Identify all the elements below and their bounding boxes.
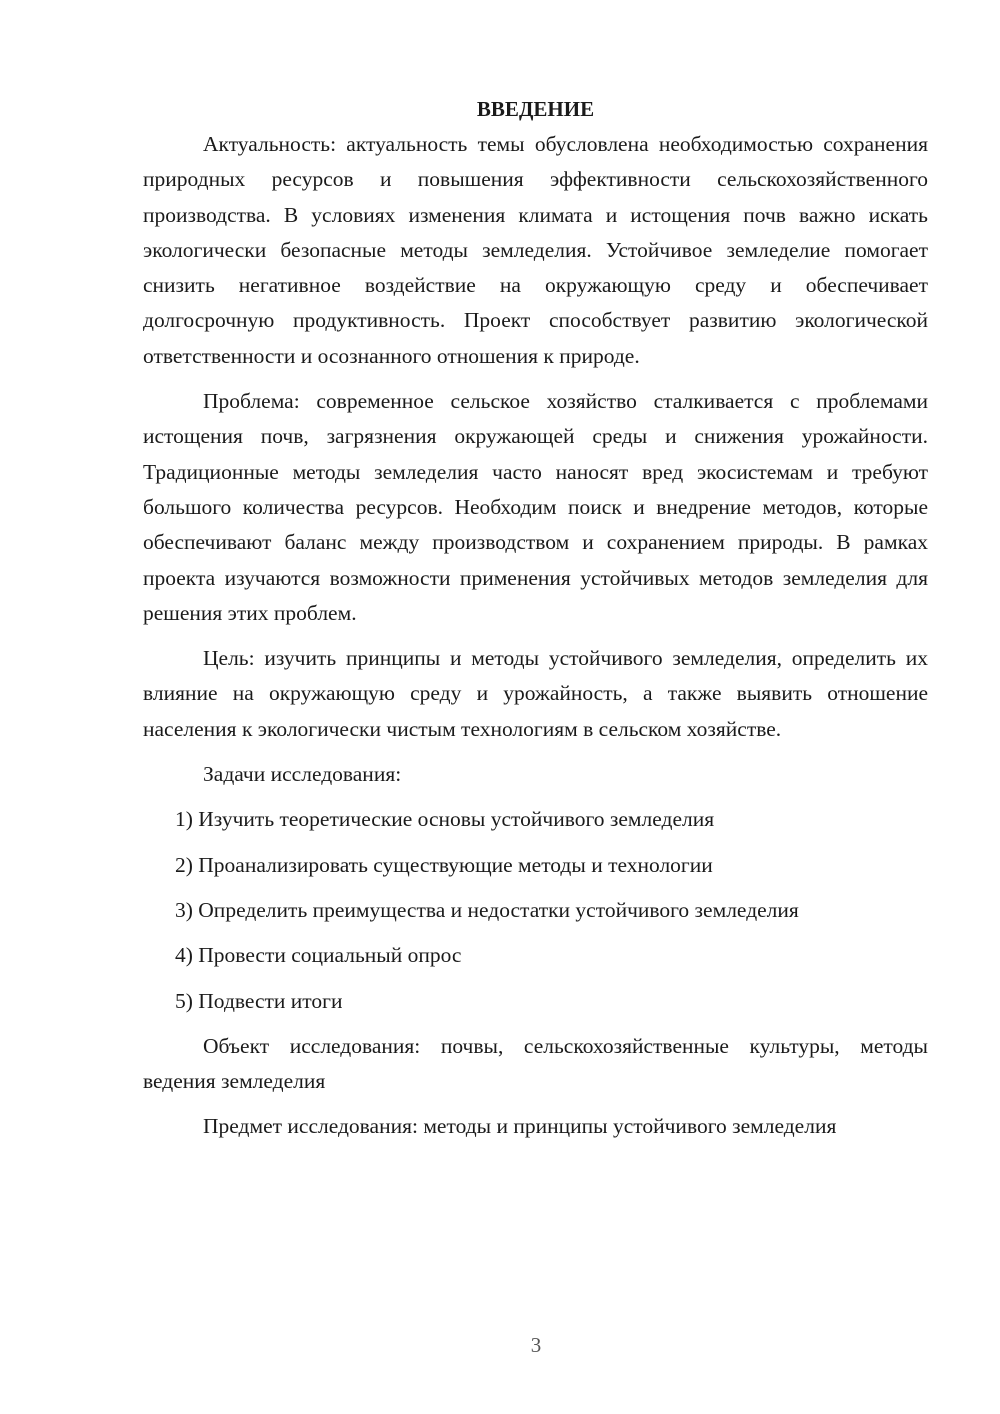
list-item: 3) Определить преимущества и недостатки устойчивого земледелия xyxy=(175,897,799,922)
list-item: 5) Подвести итоги xyxy=(175,988,343,1013)
document-page xyxy=(143,92,928,1145)
page-title: ВВЕДЕНИЕ xyxy=(476,97,595,121)
list-item: 2) Проанализировать существующие методы и технологии xyxy=(175,852,713,877)
tasks-heading: Задачи исследования: xyxy=(203,762,402,787)
list-item: 4) Провести социальный опрос xyxy=(175,943,462,968)
relevance-paragraph: Актуальность: актуальность темы обусловлена необходимостью сохранения природных ресурсов и повышения эффективности сельскохозяйственного производства. В условиях изменения климата и истощения почв важно искать экологически безопасные методы земледелия. Устойчивое земледелие помогает снизить негативное воздействие на окружающую среду и обеспечивает долгосрочную продуктивность. Проект способствует развитию экологической ответственности и осознанного отношения к природе. xyxy=(143,132,928,368)
list-item: 1) Изучить теоретические основы устойчивого земледелия xyxy=(175,807,715,832)
object-paragraph: Объект исследования: почвы, сельскохозяйственные культуры, методы ведения земледелия xyxy=(143,1033,928,1094)
subject-paragraph: Предмет исследования: методы и принципы устойчивого земледелия xyxy=(203,1114,837,1139)
problem-paragraph: Проблема: современное сельское хозяйство сталкивается с проблемами истощения почв, загрязнения окружающей среды и снижения урожайности. Традиционные методы земледелия часто наносят вред экосистемам и требуют большого количества ресурсов. Необходим поиск и внедрение методов, которые обеспечивают баланс между производством и сохранением природы. В рамках проекта изучаются возможности применения устойчивых методов земледелия для решения этих проблем. xyxy=(143,389,928,625)
goal-paragraph: Цель: изучить принципы и методы устойчивого земледелия, определить их влияние на окружающую среду и урожайность, а также выявить отношение населения к экологически чистым технологиям в сельском хозяйстве. xyxy=(143,646,928,741)
page-number: 3 xyxy=(530,1333,542,1357)
